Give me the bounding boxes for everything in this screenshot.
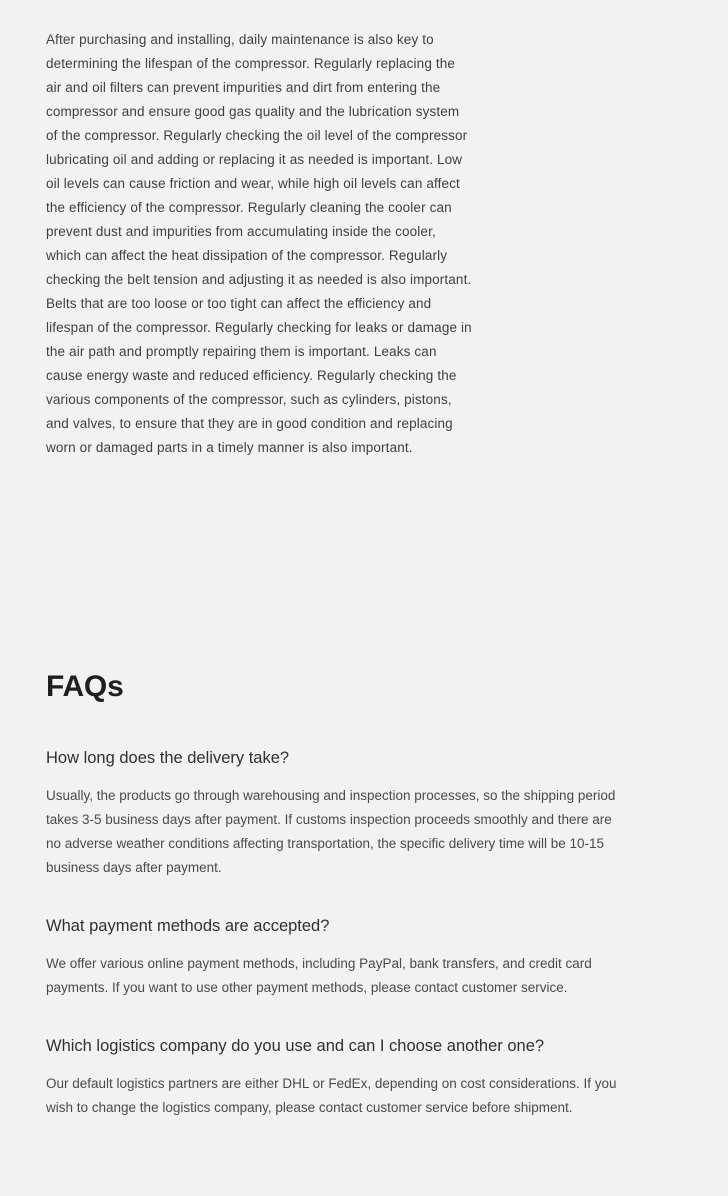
faq-answer: We offer various online payment methods, including PayPal, bank transfers, and credit card payments. If you want to use other payment methods, please contact customer service. — [46, 956, 592, 995]
faq-section — [0, 670, 728, 1160]
intro-section — [0, 0, 728, 460]
faq-item — [46, 1034, 682, 1120]
faq-answer: Usually, the products go through warehousing and inspection processes, so the shipping period takes 3-5 business days after payment. If customs inspection proceeds smoothly and there are no adverse weather conditions affecting transportation, the specific delivery time will be 10-15 business days after payment. — [46, 788, 616, 875]
faq-item — [46, 914, 682, 1000]
faq-item — [46, 746, 682, 880]
faq-question: How long does the delivery take? — [46, 749, 290, 767]
faq-question: Which logistics company do you use and can I choose another one? — [46, 1037, 545, 1055]
faq-answer: Our default logistics partners are either DHL or FedEx, depending on cost considerations. If you wish to change the logistics company, please contact customer service before shipment. — [46, 1076, 617, 1115]
intro-paragraph: After purchasing and installing, daily maintenance is also key to determining the lifespan of the compressor. Regularly replacing the air and oil filters can prevent impurities and dirt from entering the compressor and ensure good gas quality and the lubrication system of the compressor. Regularly checking the oil level of the compressor lubricating oil and adding or replacing it as needed is important. Low oil levels can cause friction and wear, while high oil levels can affect the efficiency of the compressor. Regularly cleaning the cooler can prevent dust and impurities from accumulating inside the cooler, which can affect the heat dissipation of the compressor. Regularly checking the belt tension and adjusting it as needed is also important. Belts that are too loose or too tight can affect the efficiency and lifespan of the compressor. Regularly checking for leaks or damage in the air path and promptly repairing them is important. Leaks can cause energy waste and reduced efficiency. Regularly checking the various components of the compressor, such as cylinders, pistons, and valves, to ensure that they are in good condition and replacing worn or damaged parts in a timely manner is also important. — [46, 32, 472, 455]
faq-heading: FAQs — [46, 670, 124, 703]
faq-question: What payment methods are accepted? — [46, 917, 330, 935]
section-spacer — [0, 460, 728, 670]
